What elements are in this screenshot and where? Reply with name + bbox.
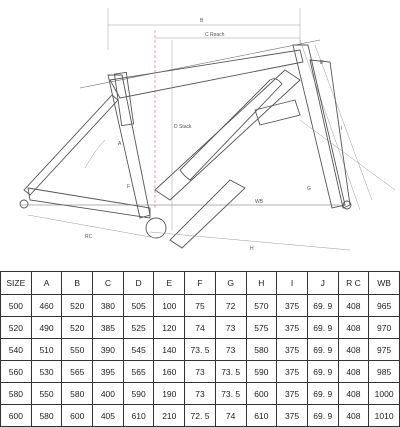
table-cell: 74 [215, 405, 246, 427]
table-cell: 73. 5 [215, 361, 246, 383]
table-cell: 160 [154, 361, 185, 383]
table-cell: 120 [154, 317, 185, 339]
label-g: G [307, 186, 311, 192]
down-tube-window [180, 79, 282, 180]
table-cell: 375 [277, 383, 308, 405]
label-e: E' [320, 60, 325, 66]
label-wb: WB [255, 199, 264, 205]
table-cell: 590 [123, 383, 154, 405]
table-cell: 560 [1, 361, 32, 383]
table-cell: 72. 5 [185, 405, 216, 427]
table-cell: 580 [62, 383, 93, 405]
table-row [1, 295, 400, 317]
column-header: H [246, 272, 277, 295]
table-row [1, 317, 400, 339]
table-cell: 505 [123, 295, 154, 317]
table-cell: 565 [123, 361, 154, 383]
table-cell: 610 [246, 405, 277, 427]
column-header: C [93, 272, 124, 295]
table-row [1, 405, 400, 427]
effective-top-line [80, 40, 320, 88]
table-cell: 540 [1, 339, 32, 361]
table-cell: 73 [185, 361, 216, 383]
table-cell: 520 [1, 317, 32, 339]
table-cell: 570 [246, 295, 277, 317]
rear-dropout [20, 200, 28, 208]
table-row [1, 361, 400, 383]
table-cell: 69. 9 [307, 405, 338, 427]
table-cell: 590 [246, 361, 277, 383]
table-cell: 408 [338, 405, 369, 427]
table-cell: 75 [185, 295, 216, 317]
column-header: J [307, 272, 338, 295]
table-cell: 490 [31, 317, 62, 339]
table-cell: 73 [215, 339, 246, 361]
table-cell: 395 [93, 361, 124, 383]
table-cell: 530 [31, 361, 62, 383]
label-rc: RC [85, 234, 93, 240]
table-cell: 1010 [369, 405, 400, 427]
table-cell: 565 [62, 361, 93, 383]
label-a: A [118, 141, 122, 147]
table-cell: 525 [123, 317, 154, 339]
column-header: B [62, 272, 93, 295]
column-header: WB [369, 272, 400, 295]
table-cell: 408 [338, 339, 369, 361]
table-cell: 965 [369, 295, 400, 317]
table-cell: 375 [277, 317, 308, 339]
table-cell: 69. 9 [307, 361, 338, 383]
table-cell: 575 [246, 317, 277, 339]
table-cell: 375 [277, 295, 308, 317]
table-cell: 580 [246, 339, 277, 361]
header-row [1, 272, 400, 295]
table-cell: 580 [1, 383, 32, 405]
table-cell: 73 [185, 383, 216, 405]
column-header: F [185, 272, 216, 295]
chain-stay [28, 188, 150, 218]
table-cell: 380 [93, 295, 124, 317]
column-header: D [123, 272, 154, 295]
column-header: G [215, 272, 246, 295]
geometry-table-body [1, 295, 400, 427]
table-cell: 545 [123, 339, 154, 361]
label-c-reach: C Reach [205, 32, 225, 38]
table-cell: 550 [31, 383, 62, 405]
table-cell: 975 [369, 339, 400, 361]
top-tube [110, 50, 303, 98]
bottom-bracket [146, 218, 166, 238]
table-cell: 600 [62, 405, 93, 427]
table-cell: 600 [1, 405, 32, 427]
column-header: E [154, 272, 185, 295]
table-cell: 74 [185, 317, 216, 339]
table-cell: 1000 [369, 383, 400, 405]
table-cell: 460 [31, 295, 62, 317]
table-cell: 210 [154, 405, 185, 427]
table-cell: 73 [215, 317, 246, 339]
table-cell: 500 [1, 295, 32, 317]
table-cell: 375 [277, 405, 308, 427]
table-cell: 69. 9 [307, 383, 338, 405]
label-d-stack: D Stack [174, 124, 192, 130]
table-cell: 69. 9 [307, 295, 338, 317]
column-header: I [277, 272, 308, 295]
table-cell: 72 [215, 295, 246, 317]
fork [310, 60, 350, 208]
table-cell: 73. 5 [215, 383, 246, 405]
table-cell: 405 [93, 405, 124, 427]
table-cell: 400 [93, 383, 124, 405]
table-cell: 375 [277, 339, 308, 361]
table-cell: 385 [93, 317, 124, 339]
table-cell: 520 [62, 295, 93, 317]
label-i: I [341, 126, 343, 132]
down-tube-junction [255, 100, 300, 125]
column-header: R C [338, 272, 369, 295]
table-cell: 520 [62, 317, 93, 339]
table-row [1, 339, 400, 361]
label-b: B [200, 18, 204, 24]
table-cell: 408 [338, 317, 369, 339]
table-cell: 408 [338, 295, 369, 317]
table-cell: 550 [62, 339, 93, 361]
table-cell: 610 [123, 405, 154, 427]
table-cell: 69. 9 [307, 339, 338, 361]
table-cell: 408 [338, 361, 369, 383]
geometry-table [0, 271, 400, 427]
table-cell: 510 [31, 339, 62, 361]
table-cell: 69. 9 [307, 317, 338, 339]
geometry-table-header [1, 272, 400, 295]
seat-stay-bridge [85, 140, 105, 168]
head-angle-guide [300, 40, 360, 210]
label-f: F [127, 184, 131, 190]
table-cell: 408 [338, 383, 369, 405]
label-h: H [250, 246, 254, 252]
table-cell: 190 [154, 383, 185, 405]
table-cell: 600 [246, 383, 277, 405]
column-header: SIZE [1, 272, 32, 295]
down-tube [155, 70, 300, 200]
table-cell: 970 [369, 317, 400, 339]
table-cell: 73. 5 [185, 339, 216, 361]
seat-stay [24, 95, 118, 195]
table-cell: 375 [277, 361, 308, 383]
table-cell: 985 [369, 361, 400, 383]
table-cell: 580 [31, 405, 62, 427]
table-row [1, 383, 400, 405]
column-header: A [31, 272, 62, 295]
i-dimension-line [300, 120, 395, 190]
table-cell: 390 [93, 339, 124, 361]
table-cell: 100 [154, 295, 185, 317]
table-cell: 140 [154, 339, 185, 361]
